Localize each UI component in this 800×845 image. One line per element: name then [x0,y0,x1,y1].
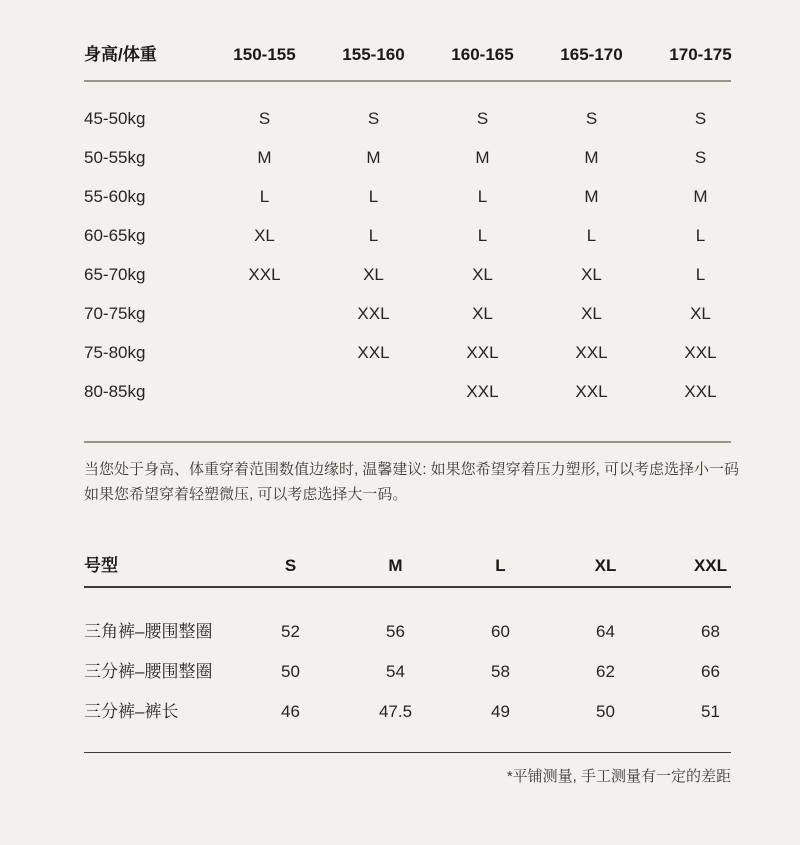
height-weight-header: 身高/体重 [84,45,157,64]
measure-cell: 50 [281,661,300,681]
table-row [84,216,755,255]
measure-cell: 64 [596,621,615,641]
size-table-body [84,82,755,426]
size-cell: XXL [466,343,499,362]
row-label-weight: 65-70kg [84,265,146,284]
size-cell: M [584,187,599,206]
size-cell: S [258,109,271,128]
measure-cell: 62 [596,661,615,681]
size-cell: XL [254,226,275,245]
size-cell: XXL [684,382,717,401]
size-type-header: 号型 [84,556,118,575]
table-row [84,612,755,652]
measure-cell: 68 [701,621,720,641]
col-header-150-155: 150-155 [233,45,296,64]
col-header-xxl: XXL [693,556,728,575]
sizing-advice-line1: 当您处于身高、体重穿着范围数值边缘时, 温馨建议: 如果您希望穿着压力塑形, 可以考虑选择小一码 [84,461,740,478]
size-cell: L [586,226,597,245]
table-row [84,294,755,333]
size-cell: S [367,109,380,128]
table-row [84,372,755,411]
table-row [84,177,755,216]
row-label-weight: 75-80kg [84,343,146,362]
size-cell: L [695,226,706,245]
table-row [84,99,755,138]
size-cell: L [259,187,270,206]
measure-cell: 54 [386,661,405,681]
col-header-155-160: 155-160 [342,45,405,64]
size-cell: XXL [248,265,281,284]
size-cell: XXL [357,343,390,362]
measurement-table-bottom-divider [84,752,731,754]
sizing-advice-note [84,457,755,507]
table-row [84,138,755,177]
size-cell: L [368,187,379,206]
measurement-footnote: *平铺测量, 手工测量有一定的差距 [506,768,731,785]
table-row [84,652,755,692]
col-header-165-170: 165-170 [560,45,623,64]
row-label-weight: 55-60kg [84,187,146,206]
measure-cell: 58 [491,661,510,681]
size-cell: XL [472,304,493,323]
measurement-table [84,556,755,753]
size-cell: S [694,109,707,128]
col-header-160-165: 160-165 [451,45,514,64]
size-cell: XXL [684,343,717,362]
measurement-table-header-row [84,556,755,576]
measure-cell: 50 [596,701,615,721]
size-cell: M [584,148,599,167]
sizing-advice-line2: 如果您希望穿着轻塑微压, 可以考虑选择大一码。 [84,486,408,503]
size-cell: L [477,187,488,206]
row-label-measurement: 三分裤–裤长 [84,701,179,721]
size-cell: M [693,187,708,206]
row-label-weight: 60-65kg [84,226,146,245]
measurement-table-body [84,588,755,752]
size-cell: XXL [575,382,608,401]
size-cell: XL [472,265,493,284]
col-header-l: L [495,556,506,575]
row-label-weight: 70-75kg [84,304,146,323]
measure-cell: 52 [281,621,300,641]
measure-cell: 60 [491,621,510,641]
col-header-m: M [388,556,403,575]
col-header-xl: XL [594,556,617,575]
col-header-170-175: 170-175 [669,45,732,64]
table-row [84,692,755,732]
size-cell: L [695,265,706,284]
row-label-measurement: 三分裤–腰围整圈 [84,661,213,681]
size-cell: S [694,148,707,167]
height-weight-size-table [84,45,755,443]
row-label-measurement: 三角裤–腰围整圈 [84,621,213,641]
col-header-s: S [284,556,297,575]
size-cell: XXL [575,343,608,362]
size-cell: XXL [466,382,499,401]
size-cell: XL [690,304,711,323]
size-table-header-row [84,45,755,65]
row-label-weight: 80-85kg [84,382,146,401]
size-cell: XL [363,265,384,284]
size-cell: L [368,226,379,245]
size-cell: S [585,109,598,128]
size-cell: L [477,226,488,245]
size-cell: XXL [357,304,390,323]
table-row [84,255,755,294]
measure-cell: 46 [281,701,300,721]
measure-cell: 51 [701,701,720,721]
size-guide-page [0,45,800,845]
measure-cell: 47.5 [378,701,413,721]
size-cell: M [257,148,272,167]
size-cell: S [476,109,489,128]
size-cell: XL [581,304,602,323]
size-cell: XL [581,265,602,284]
measure-cell: 49 [491,701,510,721]
measure-cell: 56 [386,621,405,641]
size-cell: M [475,148,490,167]
row-label-weight: 50-55kg [84,148,146,167]
row-label-weight: 45-50kg [84,109,146,128]
size-table-bottom-divider [84,441,731,443]
measure-cell: 66 [701,661,720,681]
size-cell: M [366,148,381,167]
table-row [84,333,755,372]
